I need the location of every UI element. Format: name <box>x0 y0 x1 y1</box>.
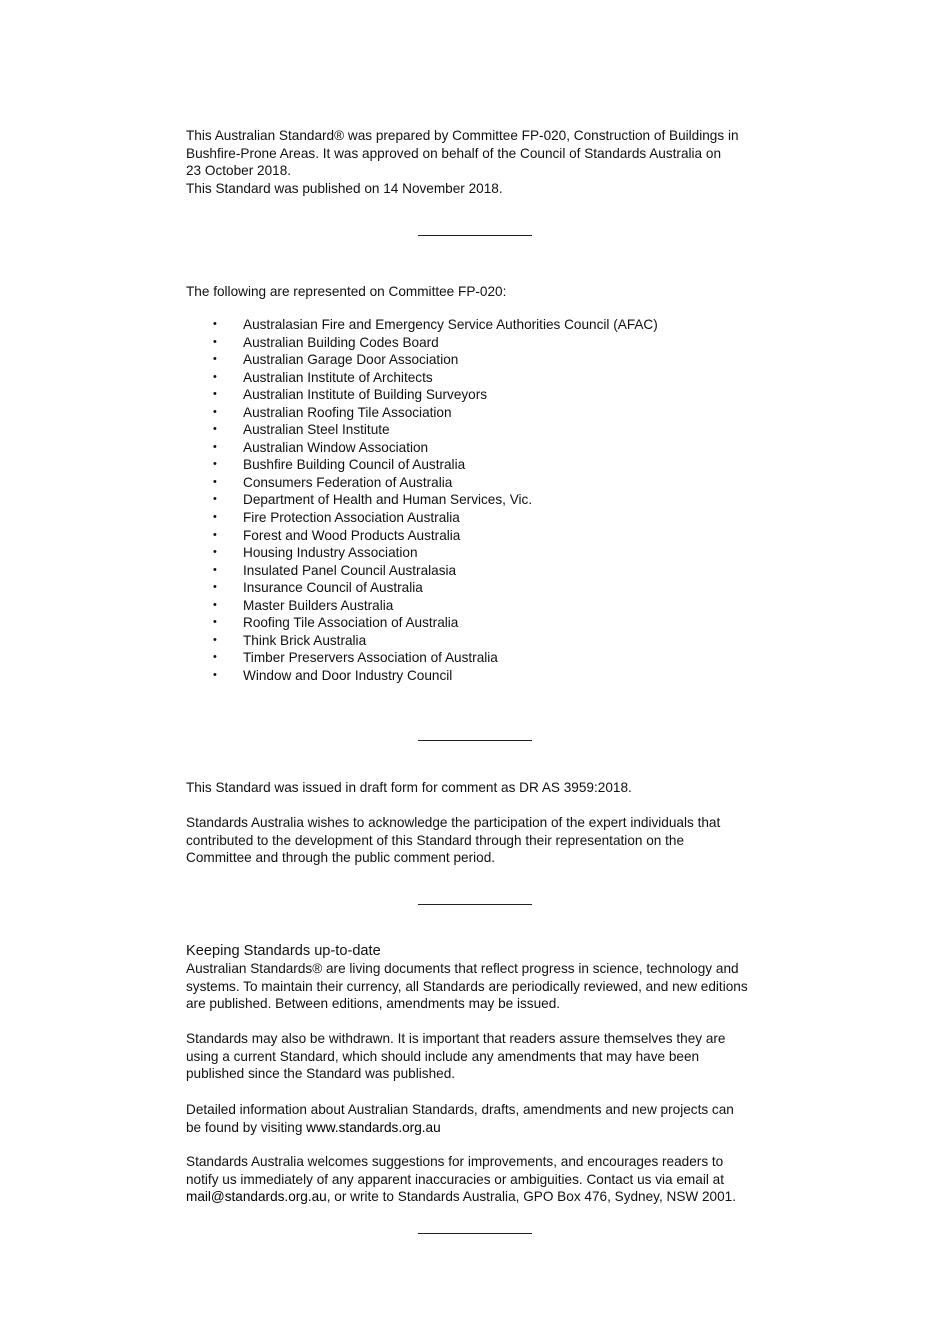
section-heading: Keeping Standards up-to-date <box>186 943 381 959</box>
list-item: • Fire Protection Association Australia <box>213 510 460 526</box>
bullet-icon: • <box>213 581 217 594</box>
committee-members-list <box>186 316 776 684</box>
section-divider <box>418 1233 532 1234</box>
section-divider <box>418 235 532 236</box>
uptodate-section <box>186 942 776 960</box>
bullet-icon: • <box>213 598 217 611</box>
bullet-icon: • <box>213 335 217 348</box>
preparation-line: This Australian Standard® was prepared by Committee FP-020, Construction of Buildings in <box>186 128 739 143</box>
list-item: • Roofing Tile Association of Australia <box>213 615 459 631</box>
committee-intro-text: The following are represented on Committee FP-020: <box>186 284 507 299</box>
bullet-icon: • <box>213 616 217 629</box>
uptodate-paragraph-1: Australian Standards® are living documents that reflect progress in science, technology and systems. To maintain their currency, all Standards are periodically reviewed, and new editions are published. Between editions, amendments may be issued. <box>186 961 748 1011</box>
publication-date: This Standard was published on 14 November 2018. <box>186 180 503 196</box>
list-item: • Window and Door Industry Council <box>213 667 453 683</box>
preparation-paragraph <box>186 127 776 197</box>
section-divider <box>418 740 532 741</box>
list-item: • Forest and Wood Products Australia <box>213 527 461 543</box>
bullet-icon: • <box>213 405 217 418</box>
list-item: • Consumers Federation of Australia <box>213 474 453 490</box>
bullet-icon: • <box>213 528 217 541</box>
list-item: • Department of Health and Human Services, Vic. <box>213 492 533 508</box>
bullet-icon: • <box>213 651 217 664</box>
list-item: • Australasian Fire and Emergency Service Authorities Council (AFAC) <box>213 317 658 332</box>
list-item: • Australian Roofing Tile Association <box>213 404 452 420</box>
bullet-icon: • <box>213 563 217 576</box>
bullet-icon: • <box>213 475 217 488</box>
list-item: • Insulated Panel Council Australasia <box>213 562 457 578</box>
bullet-icon: • <box>213 318 217 330</box>
list-item: • Insurance Council of Australia <box>213 580 423 596</box>
bullet-icon: • <box>213 370 217 383</box>
list-item: • Australian Building Codes Board <box>213 334 439 350</box>
bullet-icon: • <box>213 493 217 506</box>
list-item: • Bushfire Building Council of Australia <box>213 457 466 473</box>
bullet-icon: • <box>213 388 217 401</box>
draft-paragraph <box>186 779 776 797</box>
bullet-icon: • <box>213 511 217 524</box>
bullet-icon: • <box>213 633 217 646</box>
list-item: • Housing Industry Association <box>213 545 418 561</box>
uptodate-paragraph-3: Detailed information about Australian Standards, drafts, amendments and new projects can be found by visiting www.standards.org.au <box>186 1102 734 1135</box>
bullet-icon: • <box>213 353 217 366</box>
bullet-icon: • <box>213 458 217 471</box>
contact-email-link[interactable]: mail@standards.org.au <box>186 1189 327 1204</box>
list-item: • Timber Preservers Association of Australia <box>213 650 498 666</box>
list-item: • Australian Window Association <box>213 439 429 455</box>
uptodate-paragraph-4: Standards Australia welcomes suggestions for improvements, and encourages readers to notify us immediately of any apparent inaccuracies or ambiguities. Contact us via email at mail@standards.org.au, or write to Standards Australia, GPO Box 476, Sydney, NSW 2001. <box>186 1154 737 1204</box>
list-item: • Think Brick Australia <box>213 632 367 648</box>
bullet-icon: • <box>213 546 217 559</box>
bullet-icon: • <box>213 668 217 681</box>
committee-intro <box>186 283 776 301</box>
bullet-icon: • <box>213 423 217 436</box>
acknowledgement-paragraph: Standards Australia wishes to acknowledge the participation of the expert individuals that contributed to the development of this Standard through their representation on the Committee and through the public comment period. <box>186 815 721 865</box>
preparation-line: 23 October 2018. <box>186 163 292 178</box>
uptodate-paragraph-2: Standards may also be withdrawn. It is important that readers assure themselves they are using a current Standard, which should include any amendments that may have been published since the Standard was published. <box>186 1031 726 1081</box>
list-item: • Australian Institute of Building Surveyors <box>213 387 488 403</box>
section-divider <box>418 904 532 905</box>
list-item: • Australian Garage Door Association <box>213 352 459 368</box>
list-item: • Australian Institute of Architects <box>213 369 433 385</box>
bullet-icon: • <box>213 440 217 453</box>
standards-website-link[interactable]: www.standards.org.au <box>306 1119 441 1135</box>
draft-issued-text: This Standard was issued in draft form for comment as DR AS 3959:2018. <box>186 780 632 795</box>
list-item: • Australian Steel Institute <box>213 422 390 438</box>
preparation-line: Bushfire-Prone Areas. It was approved on behalf of the Council of Standards Australia on <box>186 145 722 161</box>
list-item: • Master Builders Australia <box>213 597 394 613</box>
